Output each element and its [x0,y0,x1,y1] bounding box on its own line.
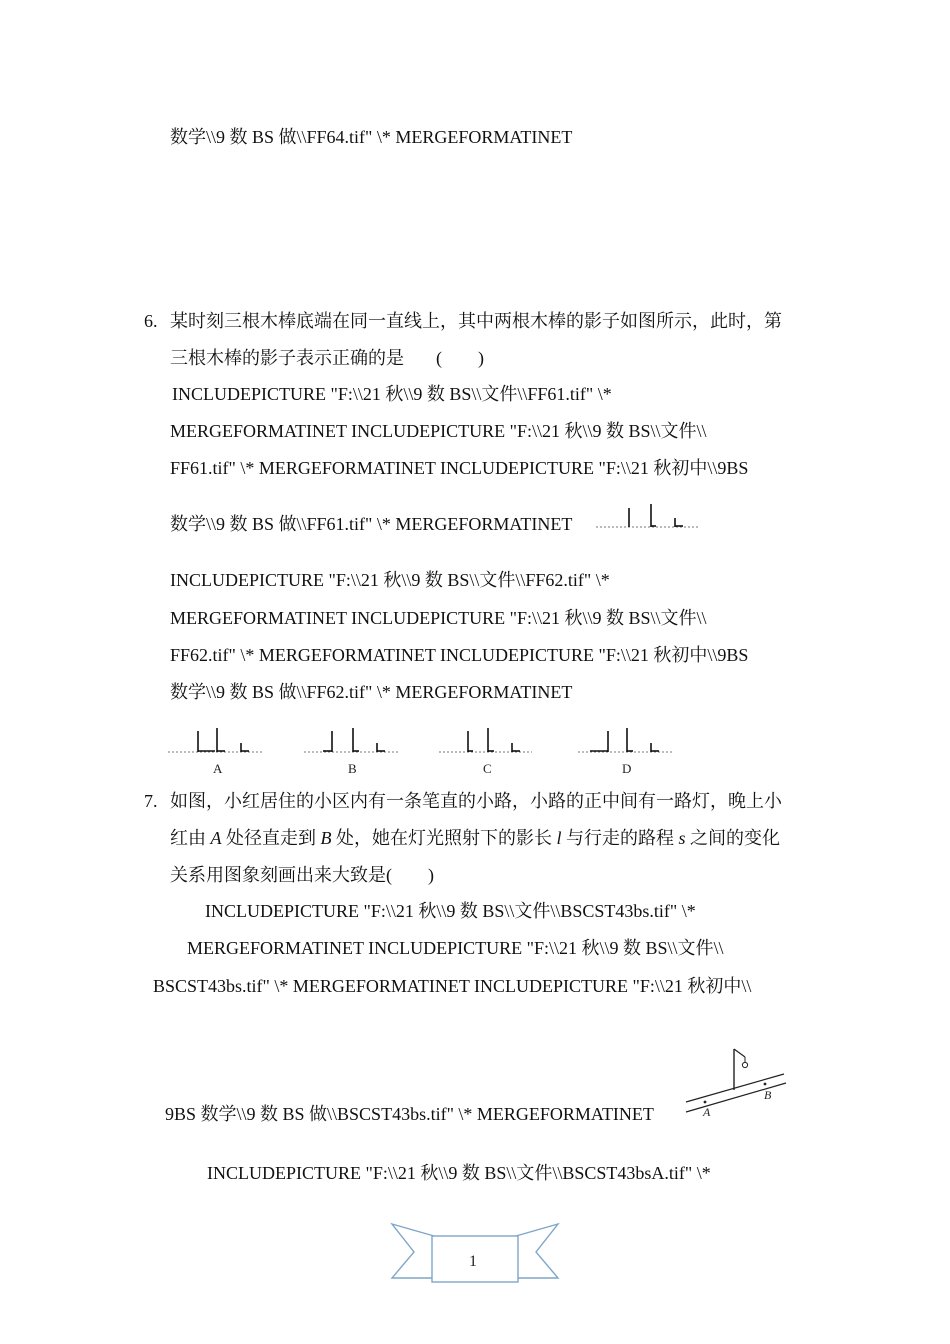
q6-answer-paren: ( ) [436,348,484,368]
q6-field-line-2: MERGEFORMATINET INCLUDEPICTURE "F:\\21 秋\\9 数 BS\\文件\\ [170,421,707,441]
q6-field2-line-4: 数学\\9 数 BS 做\\FF62.tif" \* MERGEFORMATINET [170,682,573,702]
q6-number: 6. [144,311,158,331]
q6-field2-line-2: MERGEFORMATINET INCLUDEPICTURE "F:\\21 秋\\9 数 BS\\文件\\ [170,608,707,628]
q6-given-figure [596,504,706,534]
q7-field-line-2: MERGEFORMATINET INCLUDEPICTURE "F:\\21 秋\\9 数 BS\\文件\\ [187,938,724,958]
q7-var-s: s [678,828,686,848]
q6-stem-line1: 某时刻三根木棒底端在同一直线上，其中两根木棒的影子如图所示，此时，第 [170,311,782,331]
q6-option-d [578,728,672,776]
q7-field-line-4: 9BS 数学\\9 数 BS 做\\BSCST43bs.tif" \* MERGEFORMATINET [165,1104,654,1124]
q7-point-b: B [320,828,332,848]
q7-stem-line2 [170,826,780,850]
q6-option-d-label: D [622,761,632,776]
q7-stem-text-5: 之间的变化 [685,828,781,848]
q7-stem-text-4: 与行走的路程 [561,828,679,848]
page-number-ribbon [390,1222,560,1288]
field-code-line: 数学\\9 数 BS 做\\FF64.tif" \* MERGEFORMATINET [170,127,573,147]
q6-field-line-4: 数学\\9 数 BS 做\\FF61.tif" \* MERGEFORMATINET [170,514,573,534]
q7-stem-line3: 关系用图象刻画出来大致是( ) [170,865,434,885]
q6-option-c [439,728,532,776]
q6-option-a-label: A [213,761,223,776]
q7-figure-label-a: A [703,1105,711,1119]
q7-field-line-1: INCLUDEPICTURE "F:\\21 秋\\9 数 BS\\文件\\BSCST43bs.tif" \* [205,901,696,921]
q6-options-figure [166,726,686,778]
q7-var-l: l [556,828,562,848]
q7-number: 7. [144,791,158,811]
q7-point-a: A [210,828,222,848]
q6-option-b-label: B [348,761,357,776]
q6-field-line-1: INCLUDEPICTURE "F:\\21 秋\\9 数 BS\\文件\\FF61.tif" \* [172,384,612,404]
q6-stem-line2 [170,346,484,370]
q6-stem-text: 三根木棒的影子表示正确的是 [170,348,404,368]
page-number: 1 [469,1253,477,1270]
q6-option-c-label: C [483,761,492,776]
q7-figure-label-b: B [764,1088,772,1102]
q7-field-line-3: BSCST43bs.tif" \* MERGEFORMATINET INCLUDEPICTURE "F:\\21 秋初中\\ [153,976,752,996]
q6-field2-line-3: FF62.tif" \* MERGEFORMATINET INCLUDEPICTURE "F:\\21 秋初中\\9BS [170,645,749,665]
q7-road-lamp-figure [682,1044,792,1119]
q7-stem-text-2: 处径直走到 [221,828,321,848]
q6-option-b [304,728,398,776]
q6-field2-line-1: INCLUDEPICTURE "F:\\21 秋\\9 数 BS\\文件\\FF62.tif" \* [170,570,610,590]
q6-field-line-3: FF61.tif" \* MERGEFORMATINET INCLUDEPICTURE "F:\\21 秋初中\\9BS [170,458,749,478]
q7-stem-text-3: 处，她在灯光照射下的影长 [331,828,557,848]
q7-stem-text-1: 红由 [170,828,211,848]
q7-stem-line1: 如图，小红居住的小区内有一条笔直的小路，小路的正中间有一路灯，晚上小 [170,791,782,811]
q6-option-a [168,728,262,776]
q7-field-line-5: INCLUDEPICTURE "F:\\21 秋\\9 数 BS\\文件\\BSCST43bsA.tif" \* [207,1163,711,1183]
